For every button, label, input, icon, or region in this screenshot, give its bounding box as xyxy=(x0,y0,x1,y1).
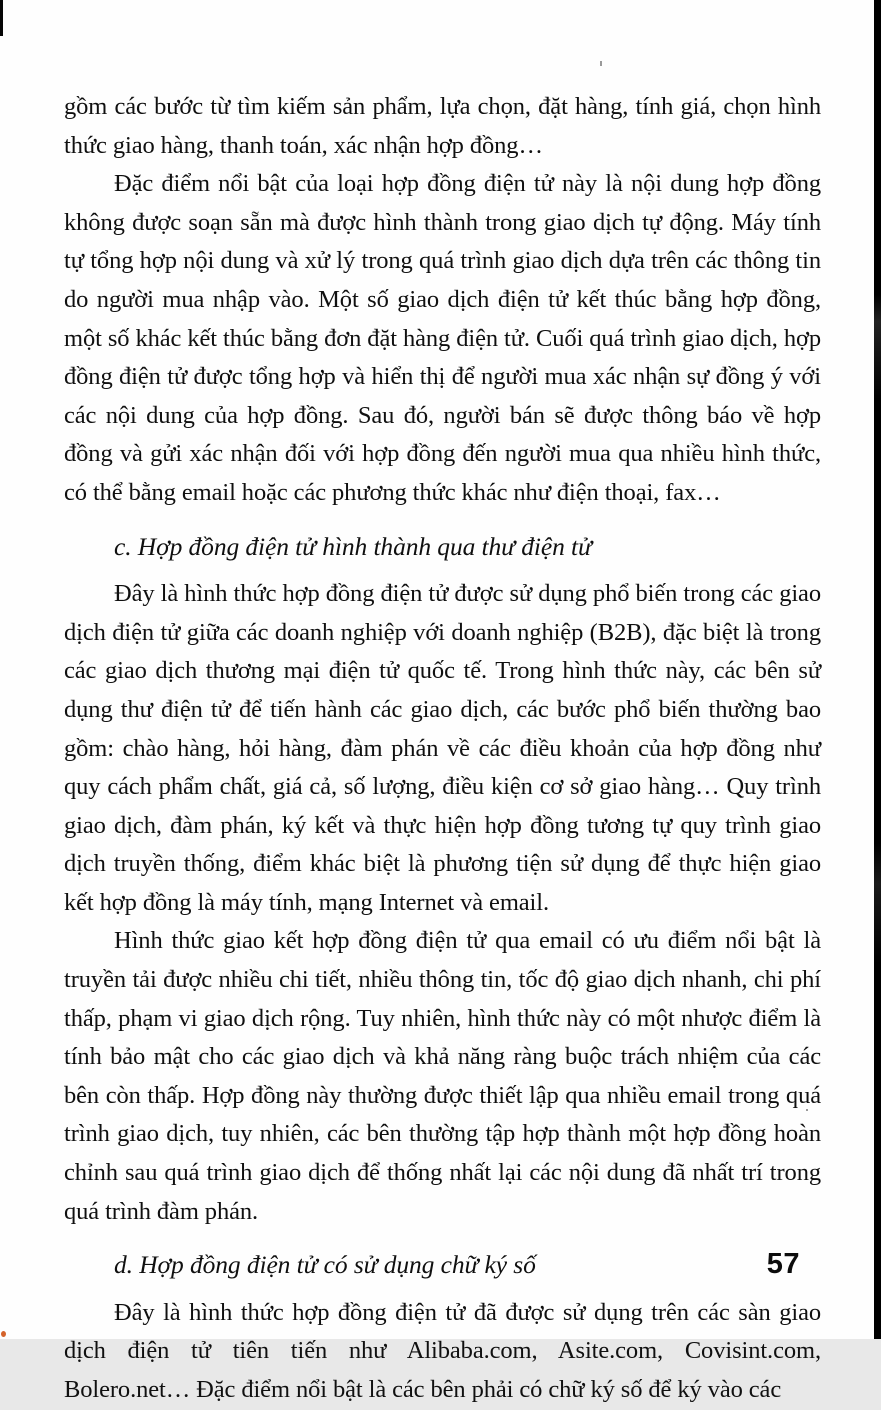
scan-artifact-dot xyxy=(600,61,602,66)
section-heading-c: c. Hợp đồng điện tử hình thành qua thư điện tử xyxy=(114,531,592,561)
scan-edge-right xyxy=(874,0,881,1339)
scan-artifact-speck xyxy=(1,1331,6,1337)
paragraph: Đây là hình thức hợp đồng điện tử được sử dụng phổ biến trong các giao dịch điện tử giữa các doanh nghiệp với doanh nghiệp (B2B), đặc biệt là trong các giao dịch thương mại điện tử quốc tế. Trong hình thức này, các bên sử dụng thư điện tử để tiến hành các giao dịch, các bước phổ biến thường bao gồm: chào hàng, hỏi hàng, đàm phán về các điều khoản của hợp đồng như quy cách phẩm chất, giá cả, số lượng, điều kiện cơ sở giao hàng… Quy trình giao dịch, đàm phán, ký kết và thực hiện hợp đồng tương tự quy trình giao dịch truyền thống, điểm khác biệt là phương tiện sử dụng để thực hiện giao kết hợp đồng là máy tính, mạng Internet và email. xyxy=(64,580,821,916)
paragraph-continuation: gồm các bước từ tìm kiếm sản phẩm, lựa chọn, đặt hàng, tính giá, chọn hình thức giao hàng, thanh toán, xác nhận hợp đồng… xyxy=(64,93,821,159)
paragraph: Đặc điểm nổi bật của loại hợp đồng điện tử này là nội dung hợp đồng không được soạn sẵn mà được hình thành trong giao dịch tự động. Máy tính tự tổng hợp nội dung và xử lý trong quá trình giao dịch dựa trên các thông tin do người mua nhập vào. Một số giao dịch điện tử kết thúc bằng hợp đồng, một số khác kết thúc bằng đơn đặt hàng điện tử. Cuối quá trình giao dịch, hợp đồng điện tử được tổng hợp và hiển thị để người mua xác nhận sự đồng ý với các nội dung của hợp đồng. Sau đó, người bán sẽ được thông báo về hợp đồng và gửi xác nhận đối với hợp đồng đến người mua qua nhiều hình thức, có thể bằng email hoặc các phương thức khác như điện thoại, fax… xyxy=(64,170,821,506)
paragraph: Hình thức giao kết hợp đồng điện tử qua email có ưu điểm nổi bật là truyền tải được nhiều chi tiết, nhiều thông tin, tốc độ giao dịch nhanh, chi phí thấp, phạm vi giao dịch rộng. Tuy nhiên, hình thức này có một nhược điểm là tính bảo mật cho các giao dịch và khả năng ràng buộc trách nhiệm của các bên còn thấp. Hợp đồng này thường được thiết lập qua nhiều email trong quá trình giao dịch, tuy nhiên, các bên thường tập hợp thành một hợp đồng hoàn chỉnh sau quá trình giao dịch để thống nhất lại các nội dung đã nhất trí trong quá trình đàm phán. xyxy=(64,927,821,1225)
section-heading-d: d. Hợp đồng điện tử có sử dụng chữ ký số xyxy=(114,1250,536,1280)
paragraph: Đây là hình thức hợp đồng điện tử đã được sử dụng trên các sàn giao dịch điện tử tiên tiến như Alibaba.com, Asite.com, Covisint.com, Bolero.net… Đặc điểm nổi bật là các bên phải có chữ ký số để ký vào các xyxy=(64,1298,821,1403)
page-number: 57 xyxy=(766,1248,800,1280)
scan-artifact-topleft xyxy=(0,0,3,36)
